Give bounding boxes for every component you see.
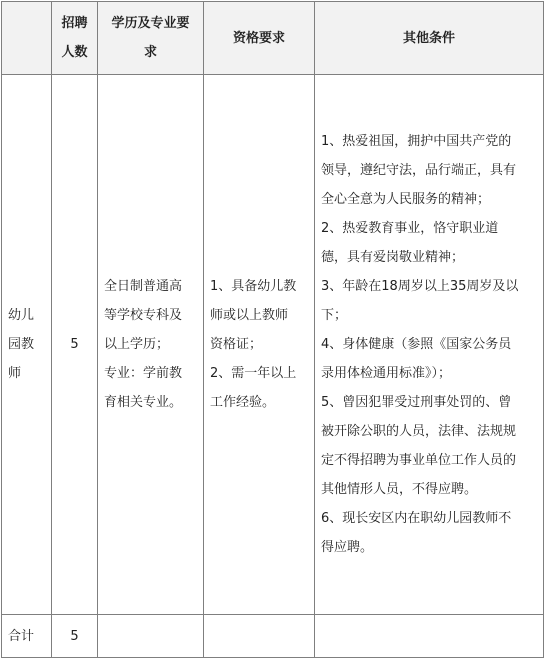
condition-line: 6、现长安区内在职幼儿园教师不 xyxy=(321,511,512,526)
education-line: 专业：学前教 xyxy=(104,366,183,381)
header-row xyxy=(2,2,544,75)
condition-line: 1、热爱祖国，拥护中国共产党的 xyxy=(321,134,512,149)
condition-line: 其他情形人员，不得应聘。 xyxy=(321,482,478,497)
position-line: 幼儿 xyxy=(8,308,35,323)
header-count-line: 人数 xyxy=(61,45,88,60)
total-other xyxy=(315,615,544,658)
header-education xyxy=(98,2,204,75)
header-blank-cell xyxy=(2,2,52,75)
condition-line: 被开除公职的人员，法律、法规规 xyxy=(321,424,517,439)
total-count: 5 xyxy=(52,615,98,658)
total-label: 合计 xyxy=(2,615,52,658)
qualification-line: 师或以上教师 xyxy=(210,308,289,323)
education-cell xyxy=(98,75,204,615)
position-line: 师 xyxy=(8,366,22,381)
condition-line: 4、身体健康（参照《国家公务员 xyxy=(321,337,512,352)
education-line: 育相关专业。 xyxy=(104,395,183,410)
condition-line: 2、热爱教育事业，恪守职业道 xyxy=(321,221,499,236)
condition-line: 定不得招聘为事业单位工作人员的 xyxy=(321,453,517,468)
condition-line: 3、年龄在18周岁以上35周岁及以 xyxy=(321,279,519,294)
position-cell xyxy=(2,75,52,615)
condition-line: 领导，遵纪守法，品行端正，具有 xyxy=(321,163,517,178)
conditions-cell xyxy=(315,75,544,615)
header-qualification: 资格要求 xyxy=(204,2,315,75)
condition-line: 下； xyxy=(321,308,348,323)
total-qualification xyxy=(204,615,315,658)
condition-line: 全心全意为人民服务的精神； xyxy=(321,192,491,207)
education-line: 等学校专科及 xyxy=(104,308,183,323)
education-line: 以上学历； xyxy=(104,337,170,352)
count-cell: 5 xyxy=(52,75,98,615)
header-other: 其他条件 xyxy=(315,2,544,75)
qualification-cell xyxy=(204,75,315,615)
total-row xyxy=(2,615,544,658)
qualification-line: 资格证； xyxy=(210,337,263,352)
qualification-line: 1、具备幼儿教 xyxy=(210,279,297,294)
header-count-line: 招聘 xyxy=(61,16,88,31)
header-count xyxy=(52,2,98,75)
position-line: 园教 xyxy=(8,337,35,352)
condition-line: 德，具有爱岗敬业精神； xyxy=(321,250,465,265)
header-education-line: 学历及专业要 xyxy=(111,16,190,31)
condition-line: 录用体检通用标准》）； xyxy=(321,366,452,381)
condition-line: 5、曾因犯罪受过刑事处罚的、曾 xyxy=(321,395,512,410)
condition-line: 得应聘。 xyxy=(321,540,374,555)
education-line: 全日制普通高 xyxy=(104,279,183,294)
recruitment-table xyxy=(1,1,544,658)
qualification-line: 工作经验。 xyxy=(210,395,276,410)
table-row xyxy=(2,75,544,615)
qualification-line: 2、需一年以上 xyxy=(210,366,297,381)
header-education-line: 求 xyxy=(143,45,157,60)
total-education xyxy=(98,615,204,658)
